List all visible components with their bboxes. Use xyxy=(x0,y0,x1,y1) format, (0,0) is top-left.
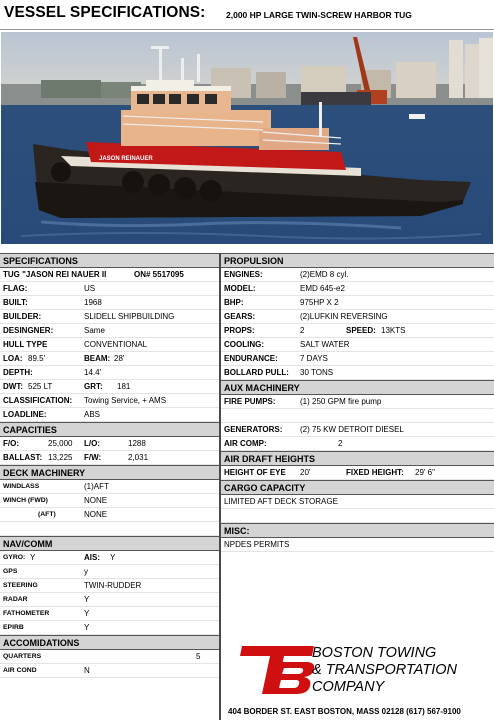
gears-label: GEARS: xyxy=(224,312,256,321)
deck-machinery-header: DECK MACHINERY xyxy=(0,465,219,480)
fathometer-row xyxy=(0,607,219,621)
loadline-label: LOADLINE: xyxy=(3,410,47,419)
hull-type-value: CONVENTIONAL xyxy=(84,340,148,349)
winch-aft-value: NONE xyxy=(84,510,108,519)
vessel-name: TUG "JASON REI NAUER II xyxy=(3,270,107,279)
propulsion-header: PROPULSION xyxy=(221,253,494,268)
air-cond-row xyxy=(0,664,219,678)
gears-value: (2)LUFKIN REVERSING xyxy=(300,312,388,321)
bhp-row xyxy=(221,296,494,310)
ballast-label: BALLAST: xyxy=(3,453,43,462)
air-comp-label: AIR COMP: xyxy=(224,439,267,448)
hull-type-label: HULL TYPE xyxy=(3,340,48,349)
flag-row xyxy=(0,282,219,296)
dwt-grt-row xyxy=(0,380,219,394)
eye-height-label: HEIGHT OF EYE xyxy=(224,468,286,477)
classification-label: CLASSIFICATION: xyxy=(3,396,73,405)
aux-machinery-header: AUX MACHINERY xyxy=(221,380,494,395)
cargo-row xyxy=(221,495,494,509)
endurance-row xyxy=(221,352,494,366)
bhp-value: 975HP X 2 xyxy=(300,298,339,307)
gps-row xyxy=(0,565,219,579)
quarters-label: QUARTERS xyxy=(3,653,42,660)
misc-row xyxy=(221,538,494,552)
vessel-name-row xyxy=(0,268,219,282)
steering-value: TWIN-RUDDER xyxy=(84,581,142,590)
radar-row xyxy=(0,593,219,607)
beam-value: 28' xyxy=(114,354,125,363)
right-column xyxy=(221,253,494,552)
built-row xyxy=(0,296,219,310)
air-cond-label: AIR COND xyxy=(3,667,37,674)
built-label: BUILT: xyxy=(3,298,28,307)
misc-header: MISC: xyxy=(221,523,494,538)
accommodations-header: ACCOMIDATIONS xyxy=(0,635,219,650)
generators-value: (2) 75 KW DETROIT DIESEL xyxy=(300,425,404,434)
props-value: 2 xyxy=(300,326,305,335)
generators-row xyxy=(221,423,494,437)
cargo-capacity-header: CARGO CAPACITY xyxy=(221,480,494,495)
fw-label: F/W: xyxy=(84,453,102,462)
model-value: EMD 645-e2 xyxy=(300,284,345,293)
model-row xyxy=(221,282,494,296)
document-header xyxy=(0,0,494,30)
page-subtitle: 2,000 HP LARGE TWIN-SCREW HARBOR TUG xyxy=(226,10,412,20)
classification-row xyxy=(0,394,219,408)
loadline-row xyxy=(0,408,219,422)
gyro-ais-row xyxy=(0,551,219,565)
quarters-value: 5 xyxy=(196,652,201,661)
cooling-value: SALT WATER xyxy=(300,340,350,349)
beam-label: BEAM: xyxy=(84,354,111,363)
bollard-value: 30 TONS xyxy=(300,368,334,377)
fathometer-label: FATHOMETER xyxy=(3,610,50,617)
designer-label: DESINGNER: xyxy=(3,326,54,335)
fire-pumps-label: FIRE PUMPS: xyxy=(224,397,276,406)
winch-aft-label: (AFT) xyxy=(38,511,56,518)
speed-label: SPEED: xyxy=(346,326,376,335)
grt-value: 181 xyxy=(117,382,131,391)
windlass-value: (1)AFT xyxy=(84,482,109,491)
builder-label: BUILDER: xyxy=(3,312,42,321)
company-name-line2: & TRANSPORTATION xyxy=(312,662,458,678)
page-title: VESSEL SPECIFICATIONS: xyxy=(4,4,206,21)
bollard-label: BOLLARD PULL: xyxy=(224,368,289,377)
hull-name-lettering: JASON REINAUER xyxy=(99,156,153,162)
loa-value: 89.5' xyxy=(28,354,46,363)
loa-label: LOA: xyxy=(3,354,23,363)
gyro-label: GYRO: xyxy=(3,554,26,561)
misc-value: NPDES PERMITS xyxy=(224,540,290,549)
ais-label: AIS: xyxy=(84,553,100,562)
ballast-value: 13,225 xyxy=(48,453,73,462)
builder-value: SLIDELL SHIPBUILDING xyxy=(84,312,175,321)
builder-row xyxy=(0,310,219,324)
depth-label: DEPTH: xyxy=(3,368,33,377)
small-boat xyxy=(409,114,425,119)
blank-row xyxy=(221,509,494,523)
official-number: ON# 5517095 xyxy=(134,270,184,279)
fuel-lube-row xyxy=(0,437,219,451)
quarters-row xyxy=(0,650,219,664)
gps-label: GPS xyxy=(3,568,18,575)
fathometer-value: Y xyxy=(84,609,90,618)
designer-row xyxy=(0,324,219,338)
company-name-line3: COMPANY xyxy=(312,679,385,695)
grt-label: GRT: xyxy=(84,382,103,391)
endurance-value: 7 DAYS xyxy=(300,354,328,363)
btt-monogram-icon xyxy=(236,642,316,698)
generators-label: GENERATORS: xyxy=(224,425,283,434)
engines-value: (2)EMD 8 cyl. xyxy=(300,270,349,279)
depth-row xyxy=(0,366,219,380)
epirb-row xyxy=(0,621,219,635)
lo-label: L/O: xyxy=(84,439,100,448)
air-comp-row xyxy=(221,437,494,451)
radar-label: RADAR xyxy=(3,596,28,603)
designer-value: Same xyxy=(84,326,105,335)
fixed-height-value: 29' 6" xyxy=(415,468,435,477)
ballast-water-row xyxy=(0,451,219,465)
fire-pumps-row xyxy=(221,395,494,409)
steering-row xyxy=(0,579,219,593)
cargo-value: LIMITED AFT DECK STORAGE xyxy=(224,497,338,506)
steering-label: STEERING xyxy=(3,582,38,589)
loa-beam-row xyxy=(0,352,219,366)
classification-value: Towing Service, + AMS xyxy=(84,396,167,405)
ais-value: Y xyxy=(110,553,116,562)
winch-aft-row xyxy=(0,508,219,522)
gyro-value: Y xyxy=(30,553,36,562)
epirb-value: Y xyxy=(84,623,90,632)
eye-height-value: 20' xyxy=(300,468,311,477)
gears-row xyxy=(221,310,494,324)
fw-value: 2,031 xyxy=(128,453,149,462)
dwt-label: DWT: xyxy=(3,382,23,391)
speed-value: 13KTS xyxy=(381,326,406,335)
gps-value: y xyxy=(84,567,88,576)
epirb-label: EPIRB xyxy=(3,624,24,631)
engines-label: ENGINES: xyxy=(224,270,263,279)
blank-row xyxy=(221,409,494,423)
specifications-header: SPECIFICATIONS xyxy=(0,253,219,268)
tugboat-illustration xyxy=(1,32,493,244)
radar-value: Y xyxy=(84,595,90,604)
fo-value: 25,000 xyxy=(48,439,73,448)
blank-row xyxy=(0,522,219,536)
tugboat-photo xyxy=(1,32,493,244)
bollard-pull-row xyxy=(221,366,494,380)
fire-pumps-value: (1) 250 GPM fire pump xyxy=(300,397,382,406)
nav-comm-header: NAV/COMM xyxy=(0,536,219,551)
winch-fwd-label: WINCH (FWD) xyxy=(3,497,48,504)
cooling-label: COOLING: xyxy=(224,340,264,349)
built-value: 1968 xyxy=(84,298,102,307)
winch-fwd-value: NONE xyxy=(84,496,108,505)
endurance-label: ENDURANCE: xyxy=(224,354,278,363)
windlass-label: WINDLASS xyxy=(3,483,40,490)
hull-type-row xyxy=(0,338,219,352)
flag-value: US xyxy=(84,284,96,293)
left-column xyxy=(0,253,219,678)
fixed-height-label: FIXED HEIGHT: xyxy=(346,468,404,477)
winch-fwd-row xyxy=(0,494,219,508)
lo-value: 1288 xyxy=(128,439,146,448)
bhp-label: BHP: xyxy=(224,298,244,307)
capacities-header: CAPACITIES xyxy=(0,422,219,437)
company-name-line1: BOSTON TOWING xyxy=(312,645,437,661)
loadline-value: ABS xyxy=(84,410,101,419)
air-cond-value: N xyxy=(84,666,90,675)
air-draft-row xyxy=(221,466,494,480)
company-address: 404 BORDER ST. EAST BOSTON, MASS 02128 (617) 567-9100 xyxy=(228,707,461,716)
air-draft-header: AIR DRAFT HEIGHTS xyxy=(221,451,494,466)
props-label: PROPS: xyxy=(224,326,255,335)
air-comp-value: 2 xyxy=(338,439,343,448)
flag-label: FLAG: xyxy=(3,284,28,293)
cooling-row xyxy=(221,338,494,352)
dwt-value: 525 LT xyxy=(28,382,53,391)
depth-value: 14.4' xyxy=(84,368,102,377)
engines-row xyxy=(221,268,494,282)
model-label: MODEL: xyxy=(224,284,256,293)
fo-label: F/O: xyxy=(3,439,19,448)
windlass-row xyxy=(0,480,219,494)
props-speed-row xyxy=(221,324,494,338)
